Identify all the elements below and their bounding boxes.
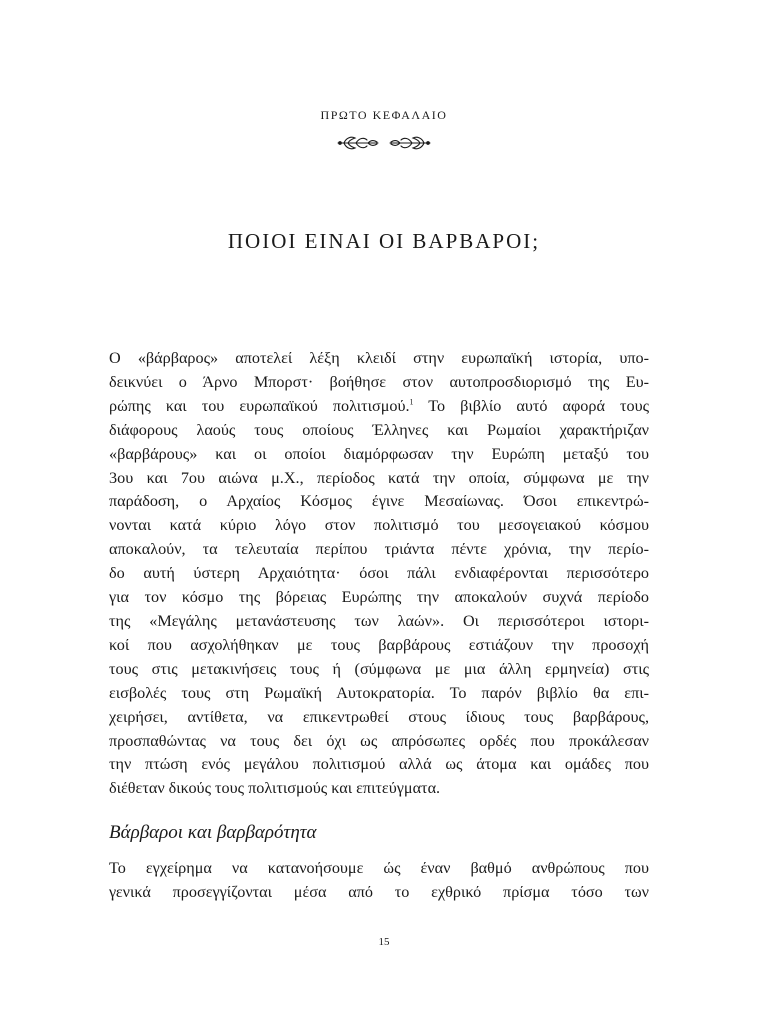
text-line: δο αυτή ύστερη Αρχαιότητα· όσοι πάλι ενδιαφέρονται περισσότερο [109,564,649,583]
paragraph-2 [109,857,649,905]
text-line: Το εγχείρημα να κατανοήσουμε ώς έναν βαθμό ανθρώπους που [109,859,649,877]
text-line: 3ου και 7ου αιώνα μ.Χ., περίοδος κατά την οποία, σύμφωνα με την [109,468,649,487]
section-heading: Βάρβαροι και βαρβαρότητα [109,822,317,843]
chapter-title: ΠΟΙΟΙ ΕΙΝΑΙ ΟΙ ΒΑΡΒΑΡΟΙ; [227,229,541,253]
text-line: γενικά προσεγγίζονται μέσα από το εχθρικό πρίσμα τόσο των [109,882,649,901]
text-line: Ο «βάρβαρος» αποτελεί λέξη κλειδί στην ευρωπαϊκή ιστορία, υπο- [109,349,649,367]
paragraph-1 [109,347,649,801]
text-fragment: Το βιβλίο αυτό αφορά τους [413,396,650,415]
text-line: για τον κόσμο της βόρειας Ευρώπης την αποκαλούν συχνά περίοδο [109,588,649,607]
text-line: παράδοση, ο Αρχαίος Κόσμος έγινε Μεσαίωνας. Όσοι επικεντρώ- [109,492,649,511]
text-line: διάφορους λαούς τους οποίους Έλληνες και Ρωμαίοι χαρακτήριζαν [109,420,649,439]
text-line-with-footnote [109,395,649,419]
text-line: κοί που ασχολήθηκαν με τους βαρβάρους εστιάζουν την προσοχή [109,635,649,654]
text-line: δεικνύει ο Άρνο Μπορστ· βοήθησε στον αυτοπροσδιορισμό της Ευ- [109,372,649,391]
text-line: διέθεταν δικούς τους πολιτισμούς και επιτεύγματα. [109,779,441,798]
text-line: τους στις μετακινήσεις τους ή (σύμφωνα με μια άλλη ερμηνεία) στις [109,659,649,678]
text-line: «βαρβάρους» και οι οποίοι διαμόρφωσαν την Ευρώπη μεταξύ του [109,444,649,463]
vine-ornament-icon [334,132,434,154]
footnote-marker[interactable]: 1 [409,397,414,407]
chapter-label: ΠΡΩΤΟ ΚΕΦΑΛΑΙΟ [320,108,448,122]
text-line: αποκαλούν, τα τελευταία περίπου τριάντα πέντε χρόνια, την περίο- [109,540,649,559]
text-line: της «Μεγάλης μετανάστευσης των λαών». Οι περισσότεροι ιστορι- [109,611,649,630]
text-line: προσπαθώντας να τους δει όχι ως απρόσωπες ορδές που προκάλεσαν [109,731,649,750]
page-number: 15 [378,936,390,948]
text-line: εισβολές τους στη Ρωμαϊκή Αυτοκρατορία. Το παρόν βιβλίο θα επι- [109,683,649,702]
text-fragment: ρώπης και του ευρωπαϊκού πολιτισμού. [109,396,410,415]
text-line: νονται κατά κύριο λόγο στον πολιτισμό του μεσογειακού κόσμου [109,516,649,535]
text-line: την πτώση ενός μεγάλου πολιτισμού αλλά ως άτομα και ομάδες που [109,755,649,774]
text-line: χειρήσει, αντίθετα, να επικεντρωθεί στους ίδιους τους βαρβάρους, [109,707,649,726]
